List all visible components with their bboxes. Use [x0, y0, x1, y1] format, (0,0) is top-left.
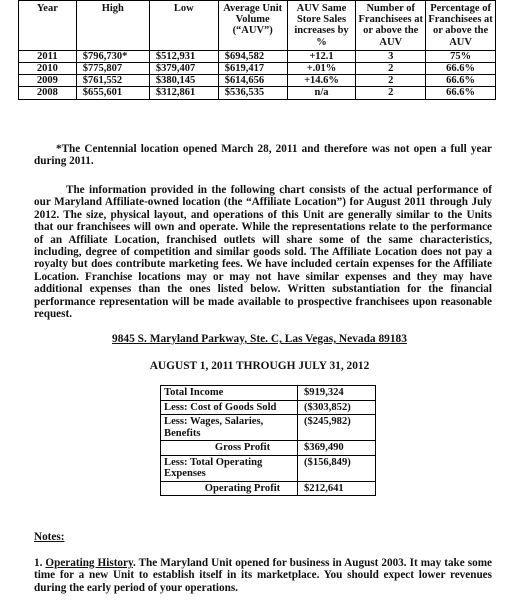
table-row: [161, 441, 376, 456]
cell-low: $312,861: [149, 87, 218, 99]
cell-low: $380,145: [149, 75, 218, 87]
cell-sss: +12.1: [287, 50, 356, 62]
cell-low: $512,931: [149, 50, 218, 62]
cell-franchisee-count: 3: [356, 50, 426, 62]
pl-value: ($245,982): [298, 415, 376, 441]
cell-franchisee-pct: 66.6%: [426, 75, 496, 87]
table-row: [161, 386, 376, 401]
header-year: Year: [19, 1, 77, 51]
cell-auv: $619,417: [218, 63, 287, 75]
table-row: [161, 415, 376, 441]
cell-auv: $614,656: [218, 75, 287, 87]
cell-auv: $694,582: [218, 50, 287, 62]
auv-table-header-row: [19, 1, 496, 51]
header-high: High: [76, 1, 149, 51]
header-low: Low: [149, 1, 218, 51]
cell-high: $775,807: [76, 63, 149, 75]
pl-label: Less: Cost of Goods Sold: [161, 400, 298, 415]
pl-label: Less: Wages, Salaries, Benefits: [161, 415, 298, 441]
cell-high: $761,552: [76, 75, 149, 87]
pl-value: ($303,852): [298, 400, 376, 415]
cell-sss: +14.6%: [287, 75, 356, 87]
note-1-title: Operating History: [45, 557, 133, 569]
cell-high: $655,601: [76, 87, 149, 99]
header-sss: AUV Same Store Sales increases by %: [287, 1, 356, 51]
pl-label: Gross Profit: [161, 441, 298, 456]
cell-franchisee-pct: 66.6%: [426, 63, 496, 75]
header-auv: Average Unit Volume (“AUV”): [218, 1, 287, 51]
cell-franchisee-pct: 66.6%: [426, 87, 496, 99]
pl-table: [160, 385, 376, 496]
period-heading: AUGUST 1, 2011 THROUGH JULY 31, 2012: [149, 360, 370, 372]
cell-franchisee-count: 2: [356, 63, 426, 75]
table-row: [161, 481, 376, 496]
table-row: [161, 400, 376, 415]
cell-high: $796,730*: [76, 50, 149, 62]
cell-low: $379,407: [149, 63, 218, 75]
cell-sss: +.01%: [287, 63, 356, 75]
pl-label: Total Income: [161, 386, 298, 401]
auv-table: [18, 0, 496, 100]
notes-heading: Notes:: [34, 531, 65, 543]
header-franchisee-pct: Percentage of Franchisees at or above the AUV: [426, 1, 496, 51]
note-1-text: . The Maryland Unit opened for business in August 2003. It may take some time for a new Unit to establish itself in its marketplace. You should expect lower revenues during the early period of your operations.: [34, 557, 492, 594]
table-row: [19, 87, 496, 99]
cell-auv: $536,535: [218, 87, 287, 99]
cell-franchisee-count: 2: [356, 75, 426, 87]
note-1-number: 1.: [34, 557, 43, 569]
location-address: 9845 S. Maryland Parkway, Ste. C, Las Vegas, Nevada 89183: [112, 333, 407, 345]
pl-label: Less: Total Operating Expenses: [161, 455, 298, 481]
cell-year: 2008: [19, 87, 77, 99]
cell-year: 2010: [19, 63, 77, 75]
footnote: *The Centennial location opened March 28, 2011 and therefore was not open a full year during 2011.: [34, 143, 492, 168]
pl-value: $919,324: [298, 386, 376, 401]
intro-paragraph: The information provided in the following chart consists of the actual performance of our Maryland Affiliate-owned location (the “Affiliate Location”) for August 2011 through July 2012. The size, physical layout, and operations of this Unit are generally similar to the Units that our franchisees will own and operate. While the representations relate to the performance of an Affiliate Location, franchised outlets will share some of the same characteristics, including, degree of competition and similar goods sold. The Affiliate Location does not pay a royalty but does contribute marketing fees. We have included certain expenses for the Affiliate Location. Franchise locations may or may not have similar expenses and they may have additional expenses than the ones listed below. Written substantiation for the financial performance representation will be made available to prospective franchisees upon reasonable request.: [34, 184, 492, 321]
table-row: [19, 50, 496, 62]
cell-franchisee-count: 2: [356, 87, 426, 99]
table-row: [19, 63, 496, 75]
cell-year: 2011: [19, 50, 77, 62]
pl-value: $212,641: [298, 481, 376, 496]
cell-year: 2009: [19, 75, 77, 87]
pl-value: ($156,849): [298, 455, 376, 481]
table-row: [161, 455, 376, 481]
note-1: [34, 557, 492, 594]
header-franchisee-count: Number of Franchisees at or above the AUV: [356, 1, 426, 51]
table-row: [19, 75, 496, 87]
cell-sss: n/a: [287, 87, 356, 99]
pl-value: $369,490: [298, 441, 376, 456]
cell-franchisee-pct: 75%: [426, 50, 496, 62]
pl-label: Operating Profit: [161, 481, 298, 496]
